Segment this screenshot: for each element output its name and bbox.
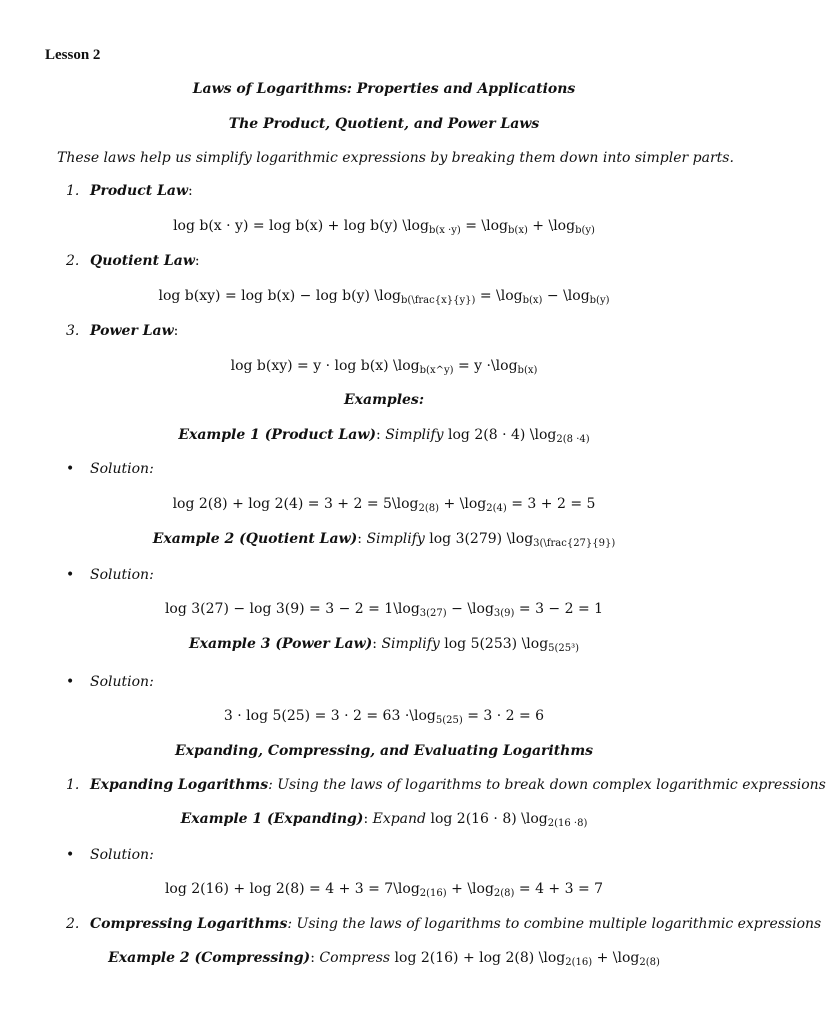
bullet: • bbox=[66, 461, 75, 477]
solution-result: $3 \cdot \log 5(25) = 3 \cdot 2 = 63 \cdot\backslash\log_{5(25)} = 3 \cdot 2 = 6$ bbox=[223, 708, 545, 726]
examples-heading: Examples: bbox=[344, 392, 424, 408]
solution-result: $\log 3(27) - \log 3(9) = 3 - 2 = 1\backslash\log_{3(27)}$ − $\backslash\log_{3(9)} = 3 - 2 = 1$ bbox=[164, 601, 604, 619]
law-number: 2. bbox=[66, 253, 80, 269]
item-heading: Expanding Logarithms: Using the laws of logarithms to break down complex logarithmic expressions bbox=[90, 777, 826, 793]
item-number: 2. bbox=[66, 916, 80, 932]
solution-result: $\log 2(8) + \log 2(4) = 3 + 2 = 5\backslash\log_{2(8)}$ + $\backslash\log_{2(4)} = 3 + 2 = 5$ bbox=[172, 496, 596, 514]
intro-text: These laws help us simplify logarithmic expressions by breaking them down into simpler parts. bbox=[57, 150, 734, 166]
solution-result: $\log 2(16) + \log 2(8) = 4 + 3 = 7\backslash\log_{2(16)}$ + $\backslash\log_{2(8)} = 4 + 3 = 7$ bbox=[164, 881, 604, 899]
solution-label: Solution: bbox=[90, 461, 154, 477]
item-heading: Compressing Logarithms: Using the laws of logarithms to combine multiple logarithmic expressions bbox=[90, 916, 822, 932]
bullet: • bbox=[66, 674, 75, 690]
example-heading: Example 3 (Power Law): Simplify log 5(253) $\backslash\log_{5(25^3)}$ bbox=[188, 636, 580, 654]
lesson-label: Lesson 2 bbox=[45, 47, 101, 63]
solution-label: Solution: bbox=[90, 847, 154, 863]
example-heading: Example 2 (Compressing): Compress log 2(16) + log 2(8) $\backslash\log_{2(16)}$ + $\backslash\log_{2(8)}$ bbox=[108, 950, 660, 968]
law-heading: Quotient Law: bbox=[90, 253, 200, 269]
item-number: 1. bbox=[66, 777, 80, 793]
law-formula: log b(x · y) = log b(x) + log b(y) $\backslash\log_{b(x \cdot y)}$ = $\backslash\log_{b(x)}$ + $\backslash\log_{b(y)}$ bbox=[173, 218, 595, 236]
example-heading: Example 2 (Quotient Law): Simplify log 3(279) $\backslash\log_{3(\backslash frac\{27\}\{9\})}$ bbox=[152, 531, 616, 549]
law-number: 1. bbox=[66, 183, 80, 199]
example-heading: Example 1 (Product Law): Simplify log 2(8 · 4) $\backslash\log_{2(8 \cdot 4)}$ bbox=[178, 427, 590, 445]
example-heading: Example 1 (Expanding): Expand log 2(16 · 8) $\backslash\log_{2(16 \cdot 8)}$ bbox=[180, 811, 588, 829]
section-subtitle: The Product, Quotient, and Power Laws bbox=[228, 116, 540, 132]
bullet: • bbox=[66, 847, 75, 863]
law-formula: log b(xy) = y · log b(x) $\backslash\log_{b(x\^{}y)} = y$ $\cdot\backslash\log_{b(x)}$ bbox=[230, 358, 538, 376]
law-heading: Power Law: bbox=[90, 323, 179, 339]
bullet: • bbox=[66, 567, 75, 583]
section-heading: Expanding, Compressing, and Evaluating Logarithms bbox=[174, 743, 594, 759]
law-formula: log b(xy) = log b(x) − log b(y) $\backslash\log_{b(\backslash frac\{x\}\{y\})}$ = $\backslash\log_{b(x)}$ − $\backslash\log_{b(y)}$ bbox=[158, 288, 610, 306]
solution-label: Solution: bbox=[90, 674, 154, 690]
law-number: 3. bbox=[66, 323, 80, 339]
solution-label: Solution: bbox=[90, 567, 154, 583]
law-heading: Product Law: bbox=[90, 183, 193, 199]
page-title: Laws of Logarithms: Properties and Applications bbox=[192, 81, 576, 97]
